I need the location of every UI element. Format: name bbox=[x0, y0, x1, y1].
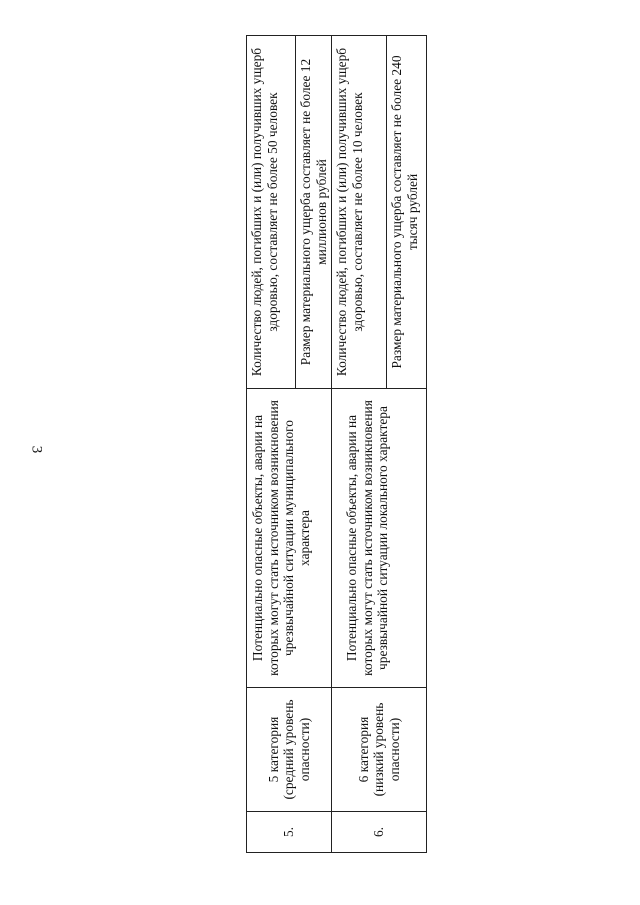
rotated-table-container bbox=[66, 36, 420, 853]
objects-description-cell: Потенциально опасные объекты, аварии на которых могут стать источником возникновения чрезвычайной ситуации муниципального характера bbox=[247, 389, 332, 688]
criteria-cell: Размер материального ущерба составляет не более 240 тысяч рублей bbox=[387, 36, 427, 389]
table-row bbox=[332, 36, 387, 853]
danger-category-table bbox=[246, 35, 427, 853]
objects-description-cell: Потенциально опасные объекты, аварии на которых могут стать источником возникновения чрезвычайной ситуации локального характера bbox=[332, 389, 427, 688]
category-cell: 6 категория (низкий уровень опасности) bbox=[332, 688, 427, 812]
row-number-cell: 6. bbox=[332, 812, 427, 853]
criteria-cell: Количество людей, погибших и (или) получивших ущерб здоровью, составляет не более 50 человек bbox=[247, 36, 296, 389]
category-cell: 5 категория (средний уровень опасности) bbox=[247, 688, 332, 812]
criteria-cell: Количество людей, погибших и (или) получивших ущерб здоровью, составляет не более 10 человек bbox=[332, 36, 387, 389]
row-number-cell: 5. bbox=[247, 812, 332, 853]
table-row bbox=[247, 36, 296, 853]
criteria-cell: Размер материального ущерба составляет не более 12 миллионов рублей bbox=[296, 36, 332, 389]
rotated-table-wrapper bbox=[246, 36, 426, 853]
page-number: 3 bbox=[28, 445, 45, 454]
